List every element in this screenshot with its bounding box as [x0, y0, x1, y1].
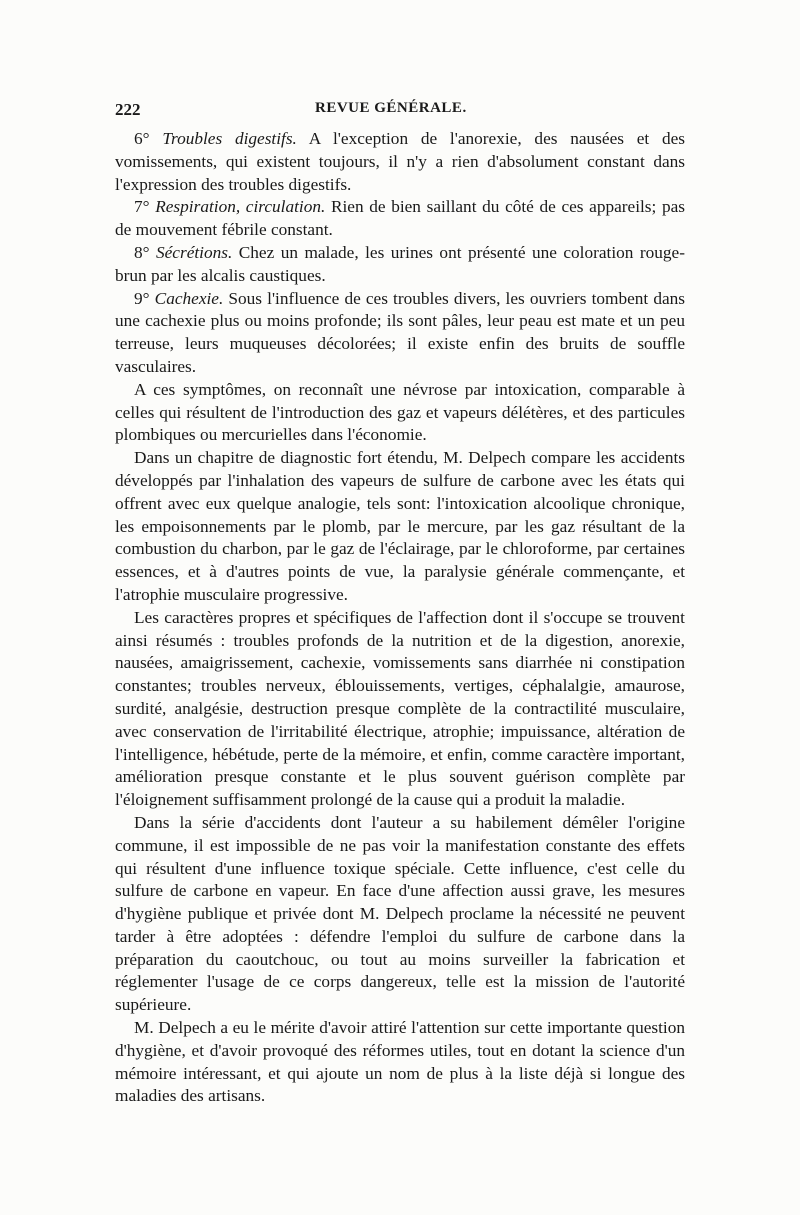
paragraph-caracteres — [115, 607, 685, 812]
paragraph-secretions — [115, 242, 685, 288]
paragraph-text: Dans la série d'accidents dont l'auteur a su habilement démêler l'origine commune, il est impossible de ne pas voir la manifestation constante des effets qui résultent d'une influence toxique spéciale. Cette influence, c'est celle du sulfure de carbone en vapeur. En face d'une affection aussi grave, les mesures d'hygiène publique et privée dont M. Delpech proclame la nécessité ne peuvent tarder à être adoptées : défendre l'emploi du sulfure de carbone dans la préparation du caoutchouc, ou tout au moins surveiller la fabrication et réglementer l'usage de ce corps dangereux, telle est la mission de l'autorité supérieure. — [115, 812, 685, 1015]
paragraph-text: Dans un chapitre de diagnostic fort étendu, M. Delpech compare les accidents développés par l'inhalation des vapeurs de sulfure de carbone avec les états qui offrent avec eux quelque analogie, tels sont: l'intoxication alcoolique chronique, les empoisonnements par le plomb, par le mercure, par les gaz résultant de la combustion du charbon, par le gaz de l'éclairage, par le chloroforme, par certaines essences, et à d'autres points de vue, la paralysie générale commençante, et l'atrophie musculaire progressive. — [115, 448, 685, 604]
paragraph-text: Les caractères propres et spécifiques de l'affection dont il s'occupe se trouvent ainsi résumés : troubles profonds de la nutrition et de la digestion, anorexie, nausées, amaigrissement, cachexie, vomissements sans diarrhée ni constipation constantes; troubles nerveux, éblouissements, vertiges, céphalalgie, amaurose, surdité, analgésie, destruction presque complète de la contractilité musculaire, avec conservation de l'irritabilité électrique, atrophie; impuissance, altération de l'intelligence, hébétude, perte de la mémoire, et enfin, comme caractère important, amélioration presque constante et le plus souvent guérison complète par l'éloignement suffisamment prolongé de la cause qui a produit la maladie. — [115, 607, 685, 810]
page-header — [115, 100, 685, 124]
paragraph-origine — [115, 812, 685, 1017]
paragraph-heading: Cachexie. — [154, 288, 224, 308]
paragraph-text: A l'exception de l'anorexie, des nausées et des vomissements, qui existent toujours, il n'y a rien d'absolument constant dans l'expression des troubles digestifs. — [115, 129, 686, 194]
paragraph-number: 9° — [134, 288, 155, 308]
paragraph-diagnostic — [115, 447, 685, 607]
paragraph-heading: Troubles digestifs. — [162, 129, 297, 148]
paragraph-troubles-digestifs — [115, 128, 685, 196]
paragraph-number: 7° — [134, 197, 156, 217]
running-title: REVUE GÉNÉRALE. — [315, 100, 467, 116]
page-number: 222 — [115, 100, 141, 119]
paragraph-text: Rien de bien saillant du côté de ces appareils; pas de mouvement fébrile constant. — [115, 197, 686, 240]
paragraph-text: A ces symptômes, on reconnaît une névrose par intoxication, comparable à celles qui résultent de l'introduction des gaz et vapeurs délétères, et des particules plombiques ou mercurielles dans l'économie. — [115, 379, 685, 445]
paragraph-heading: Respiration, circulation. — [155, 197, 326, 217]
paragraph-conclusion — [115, 1017, 685, 1108]
paragraph-nevrose — [115, 379, 685, 447]
paragraph-respiration — [115, 196, 685, 242]
paragraph-number: 6° — [134, 129, 163, 148]
body-text — [115, 128, 685, 1108]
paragraph-text: M. Delpech a eu le mérite d'avoir attiré l'attention sur cette importante question d'hygiène, et d'avoir provoqué des réformes utiles, tout en dotant la science d'un mémoire intéressant, et qui ajoute un nom de plus à la liste déjà si longue des maladies des artisans. — [115, 1018, 685, 1106]
paragraph-number: 8° — [134, 242, 156, 262]
paragraph-text: Chez un malade, les urines ont présenté une coloration rouge-brun par les alcalis caustiques. — [115, 242, 685, 285]
paragraph-heading: Sécrétions. — [156, 242, 233, 262]
paragraph-text: Sous l'influence de ces troubles divers, les ouvriers tombent dans une cachexie plus ou moins profonde; ils sont pâles, leur peau est mate et un peu terreuse, leurs muqueuses décolorées; il existe enfin des bruits de souffle vasculaires. — [115, 288, 685, 376]
paragraph-cachexie — [115, 288, 685, 379]
